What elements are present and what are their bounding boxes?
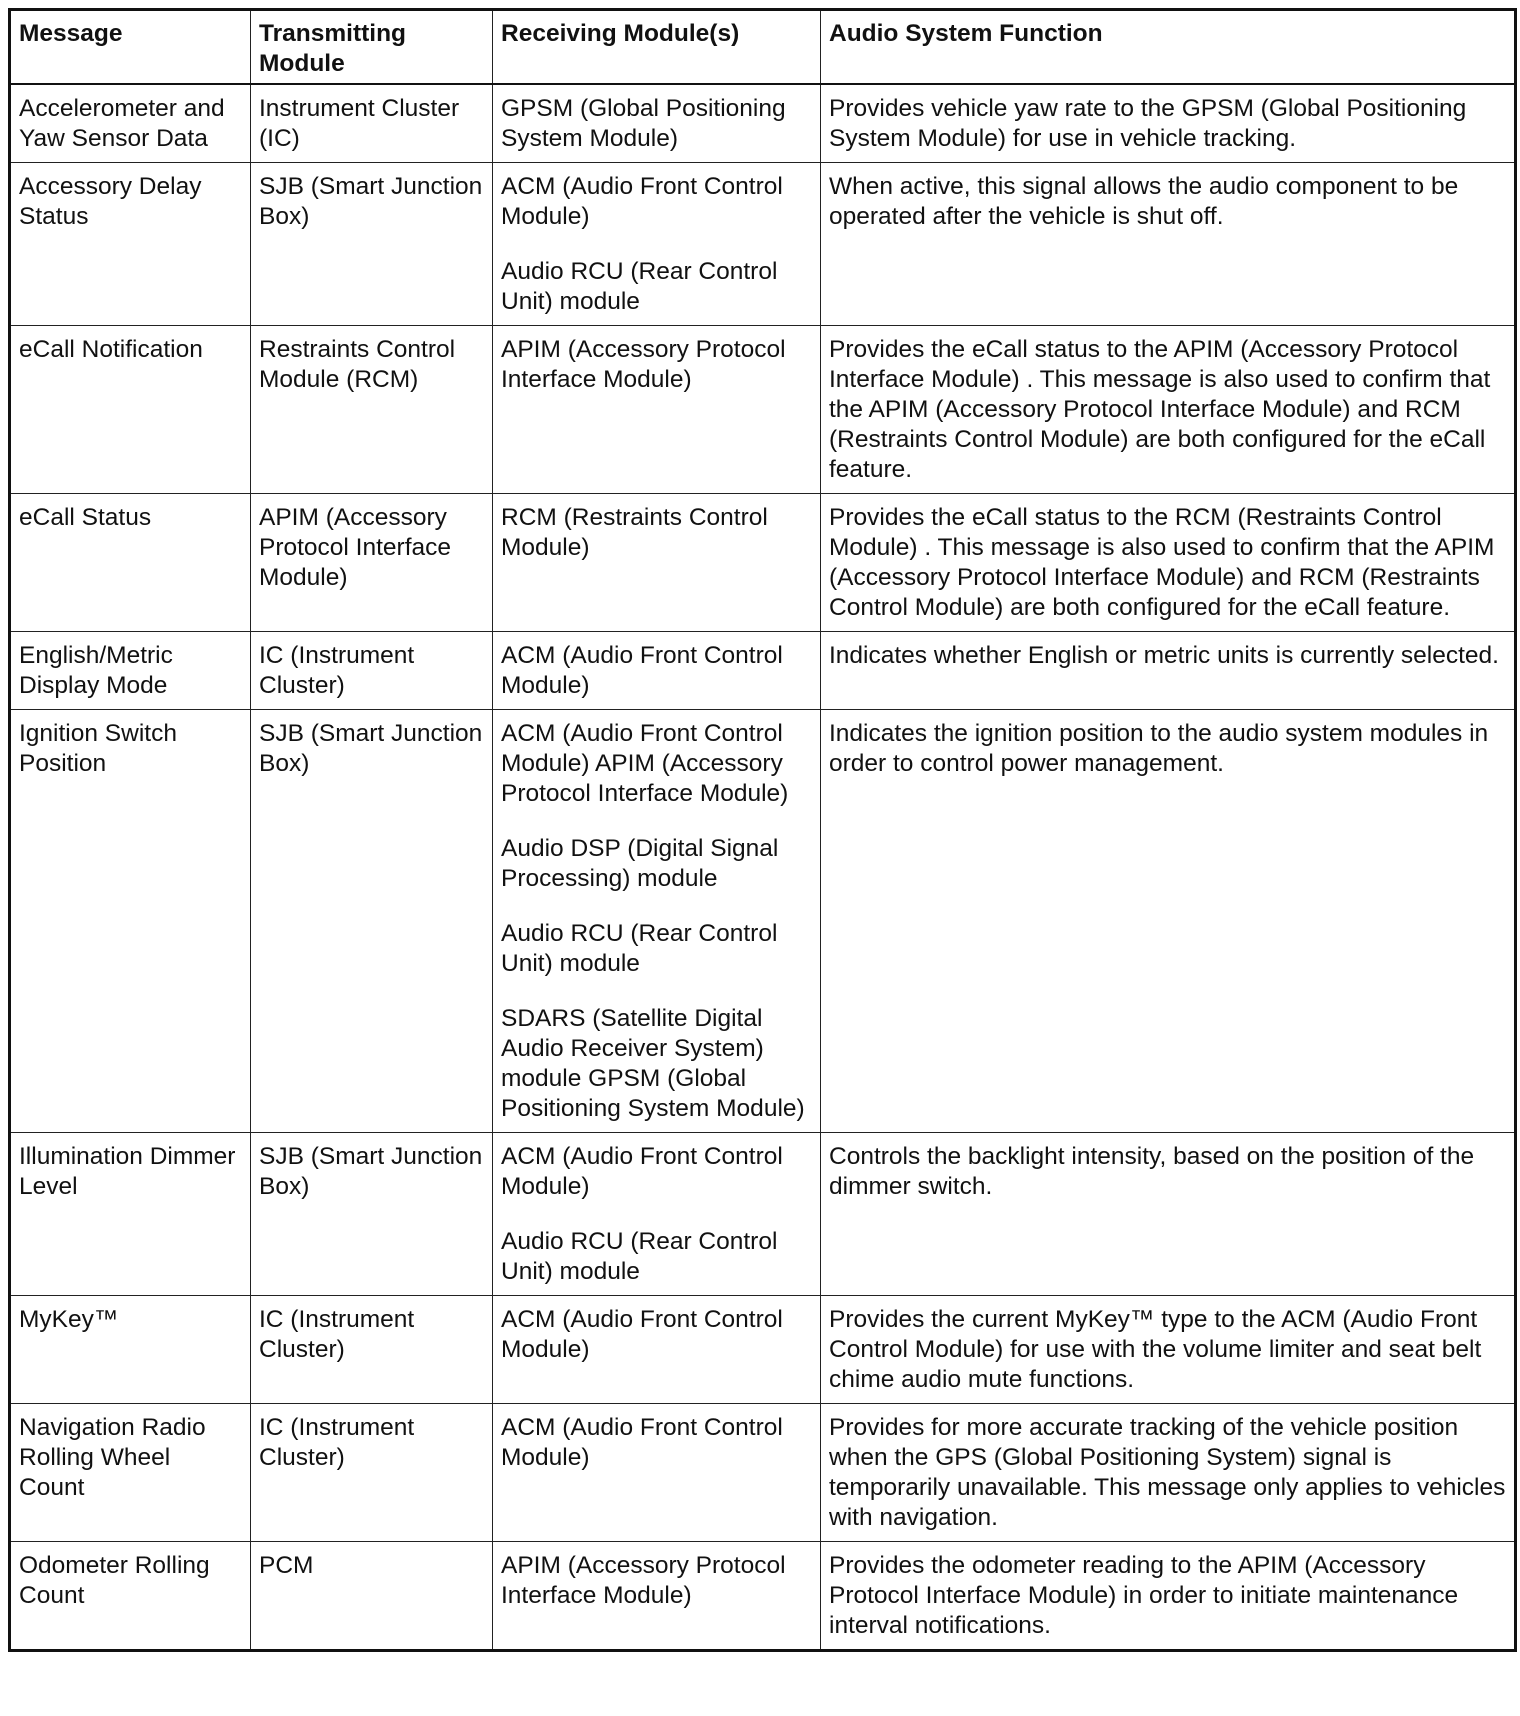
table-body [10, 84, 1516, 1651]
receiving-module-entry: APIM (Accessory Protocol Interface Module) [501, 1552, 786, 1609]
cell-audio-system-function: Indicates whether English or metric units is currently selected. [821, 632, 1516, 710]
cell-receiving-modules [493, 494, 821, 632]
cell-transmitting-module: APIM (Accessory Protocol Interface Module) [251, 494, 493, 632]
cell-message: MyKey™ [10, 1296, 251, 1404]
cell-receiving-modules [493, 326, 821, 494]
receiving-module-entry: ACM (Audio Front Control Module) [501, 1306, 783, 1363]
receiving-module-entry: APIM (Accessory Protocol Interface Module) [501, 336, 786, 393]
table-row [10, 710, 1516, 1133]
receiving-module-entry: Audio DSP (Digital Signal Processing) module [501, 835, 779, 892]
receiving-module-entry: ACM (Audio Front Control Module) [501, 1143, 783, 1200]
network-messages-table-container [8, 8, 1514, 1652]
header-receiving-modules: Receiving Module(s) [493, 10, 821, 85]
network-messages-table [8, 8, 1517, 1652]
cell-transmitting-module: SJB (Smart Junction Box) [251, 1133, 493, 1296]
receiving-module-entry: Audio RCU (Rear Control Unit) module [501, 1228, 778, 1285]
cell-message: Illumination Dimmer Level [10, 1133, 251, 1296]
header-message: Message [10, 10, 251, 85]
table-row [10, 163, 1516, 326]
cell-audio-system-function: Provides the eCall status to the RCM (Restraints Control Module) . This message is also used to confirm that the APIM (Accessory Protocol Interface Module) and RCM (Restraints Control Module) are both configured for the eCall feature. [821, 494, 1516, 632]
cell-transmitting-module: Restraints Control Module (RCM) [251, 326, 493, 494]
cell-transmitting-module: IC (Instrument Cluster) [251, 632, 493, 710]
cell-transmitting-module: SJB (Smart Junction Box) [251, 710, 493, 1133]
table-row [10, 1542, 1516, 1651]
cell-transmitting-module: PCM [251, 1542, 493, 1651]
cell-receiving-modules [493, 84, 821, 163]
cell-message: eCall Notification [10, 326, 251, 494]
cell-audio-system-function: Controls the backlight intensity, based on the position of the dimmer switch. [821, 1133, 1516, 1296]
cell-audio-system-function: Provides for more accurate tracking of the vehicle position when the GPS (Global Positioning System) signal is temporarily unavailable. This message only applies to vehicles with navigation. [821, 1404, 1516, 1542]
cell-message: Ignition Switch Position [10, 710, 251, 1133]
table-row [10, 1296, 1516, 1404]
cell-audio-system-function: Indicates the ignition position to the audio system modules in order to control power management. [821, 710, 1516, 1133]
receiving-module-entry: ACM (Audio Front Control Module) APIM (Accessory Protocol Interface Module) [501, 720, 789, 807]
table-header-row [10, 10, 1516, 85]
cell-message: Accelerometer and Yaw Sensor Data [10, 84, 251, 163]
table-row [10, 494, 1516, 632]
receiving-module-entry: Audio RCU (Rear Control Unit) module [501, 920, 778, 977]
cell-audio-system-function: Provides vehicle yaw rate to the GPSM (Global Positioning System Module) for use in vehicle tracking. [821, 84, 1516, 163]
header-transmitting-module: Transmitting Module [251, 10, 493, 85]
table-row [10, 632, 1516, 710]
cell-receiving-modules [493, 710, 821, 1133]
cell-message: English/Metric Display Mode [10, 632, 251, 710]
receiving-module-entry: Audio RCU (Rear Control Unit) module [501, 258, 778, 315]
cell-message: Accessory Delay Status [10, 163, 251, 326]
table-row [10, 84, 1516, 163]
header-audio-system-function: Audio System Function [821, 10, 1516, 85]
cell-audio-system-function: When active, this signal allows the audio component to be operated after the vehicle is shut off. [821, 163, 1516, 326]
cell-transmitting-module: SJB (Smart Junction Box) [251, 163, 493, 326]
cell-message: Navigation Radio Rolling Wheel Count [10, 1404, 251, 1542]
cell-receiving-modules [493, 1542, 821, 1651]
receiving-module-entry: ACM (Audio Front Control Module) [501, 1414, 783, 1471]
table-row [10, 1133, 1516, 1296]
cell-transmitting-module: Instrument Cluster (IC) [251, 84, 493, 163]
receiving-module-entry: RCM (Restraints Control Module) [501, 504, 768, 561]
cell-receiving-modules [493, 1133, 821, 1296]
cell-transmitting-module: IC (Instrument Cluster) [251, 1296, 493, 1404]
receiving-module-entry: SDARS (Satellite Digital Audio Receiver System) module GPSM (Global Positioning System Module) [501, 1005, 805, 1122]
cell-message: eCall Status [10, 494, 251, 632]
table-row [10, 326, 1516, 494]
cell-receiving-modules [493, 163, 821, 326]
cell-audio-system-function: Provides the current MyKey™ type to the ACM (Audio Front Control Module) for use with the volume limiter and seat belt chime audio mute functions. [821, 1296, 1516, 1404]
table-row [10, 1404, 1516, 1542]
cell-receiving-modules [493, 1296, 821, 1404]
cell-receiving-modules [493, 632, 821, 710]
cell-audio-system-function: Provides the eCall status to the APIM (Accessory Protocol Interface Module) . This message is also used to confirm that the APIM (Accessory Protocol Interface Module) and RCM (Restraints Control Module) are both configured for the eCall feature. [821, 326, 1516, 494]
receiving-module-entry: ACM (Audio Front Control Module) [501, 642, 783, 699]
cell-message: Odometer Rolling Count [10, 1542, 251, 1651]
receiving-module-entry: GPSM (Global Positioning System Module) [501, 95, 786, 152]
cell-audio-system-function: Provides the odometer reading to the APIM (Accessory Protocol Interface Module) in order to initiate maintenance interval notifications. [821, 1542, 1516, 1651]
receiving-module-entry: ACM (Audio Front Control Module) [501, 173, 783, 230]
cell-transmitting-module: IC (Instrument Cluster) [251, 1404, 493, 1542]
cell-receiving-modules [493, 1404, 821, 1542]
